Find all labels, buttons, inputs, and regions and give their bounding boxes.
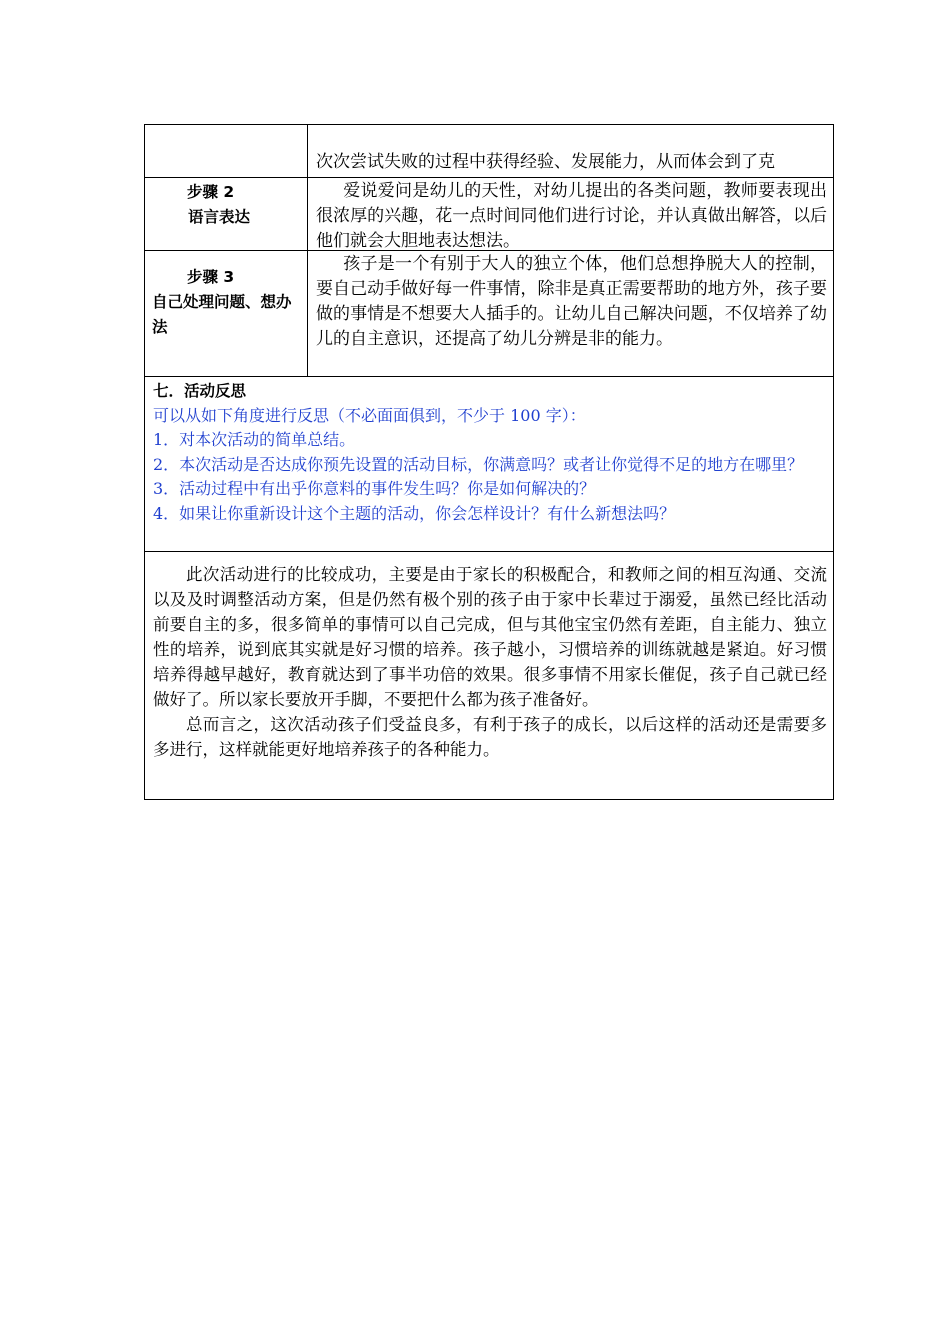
table-row	[145, 125, 833, 177]
answer-paragraph-2: 总而言之，这次活动孩子们受益良多，有利于孩子的成长，以后这样的活动还是需要多多进行，这样就能更好地培养孩子的各种能力。	[153, 715, 827, 759]
reflection-prompt	[145, 377, 833, 551]
step3-label-cell	[145, 251, 308, 376]
reflection-item-2: 2．本次活动是否达成你预先设置的活动目标，你满意吗？或者让你觉得不足的地方在哪里？	[153, 454, 804, 474]
step2-text: 爱说爱问是幼儿的天性，对幼儿提出的各类问题，教师要表现出很浓厚的兴趣，花一点时间同他们进行讨论，并认真做出解答，以后他们就会大胆地表达想法。	[316, 181, 827, 251]
table-row-step3	[145, 250, 833, 376]
reflection-item-3: 3．活动过程中有出乎你意料的事件发生吗？你是如何解决的？	[153, 479, 596, 498]
step2-content	[308, 178, 833, 250]
step2-sub: 语言表达	[188, 208, 251, 226]
reflection-prompt-row	[145, 376, 833, 551]
step2-label: 步骤 2	[187, 183, 235, 201]
reflection-item-1: 1．对本次活动的简单总结。	[153, 430, 356, 449]
step3-label: 步骤 3	[187, 268, 235, 286]
reflection-item-4: 4．如果让你重新设计这个主题的活动，你会怎样设计？有什么新想法吗？	[153, 503, 676, 523]
step3-text: 孩子是一个有别于大人的独立个体，他们总想挣脱大人的控制，要自己动手做好每一件事情，除非是真正需要帮助的地方外，孩子要做的事情是不想要大人插手的。让幼儿自己解决问题，不仅培养了幼儿的自主意识，还提高了幼儿分辨是非的能力。	[316, 254, 827, 349]
step3-content	[308, 251, 833, 376]
activity-table	[144, 124, 834, 800]
reflection-heading: 七．活动反思	[153, 382, 247, 400]
row-content	[308, 125, 833, 177]
reflection-intro: 可以从如下角度进行反思（不必面面俱到，不少于 100 字）：	[153, 405, 586, 425]
reflection-answer-row	[145, 551, 833, 799]
continued-text: 次次尝试失败的过程中获得经验、发展能力，从而体会到了克	[316, 152, 775, 172]
step3-sub: 自己处理问题、想办法	[152, 293, 292, 336]
table-row-step2	[145, 177, 833, 250]
step2-label-cell	[145, 178, 308, 250]
row-label-empty	[145, 125, 308, 177]
answer-paragraph-1: 此次活动进行的比较成功，主要是由于家长的积极配合，和教师之间的相互沟通、交流以及及时调整活动方案，但是仍然有极个别的孩子由于家中长辈过于溺爱，虽然已经比活动前要自主的多，很多简单的事情可以自己完成，但与其他宝宝仍然有差距，自主能力、独立性的培养，说到底其实就是好习惯的培养。孩子越小，习惯培养的训练就越是紧迫。好习惯培养得越早越好，教育就达到了事半功倍的效果。很多事情不用家长催促，孩子自己就已经做好了。所以家长要放开手脚，不要把什么都为孩子准备好。	[153, 565, 827, 709]
reflection-answer	[145, 552, 833, 799]
